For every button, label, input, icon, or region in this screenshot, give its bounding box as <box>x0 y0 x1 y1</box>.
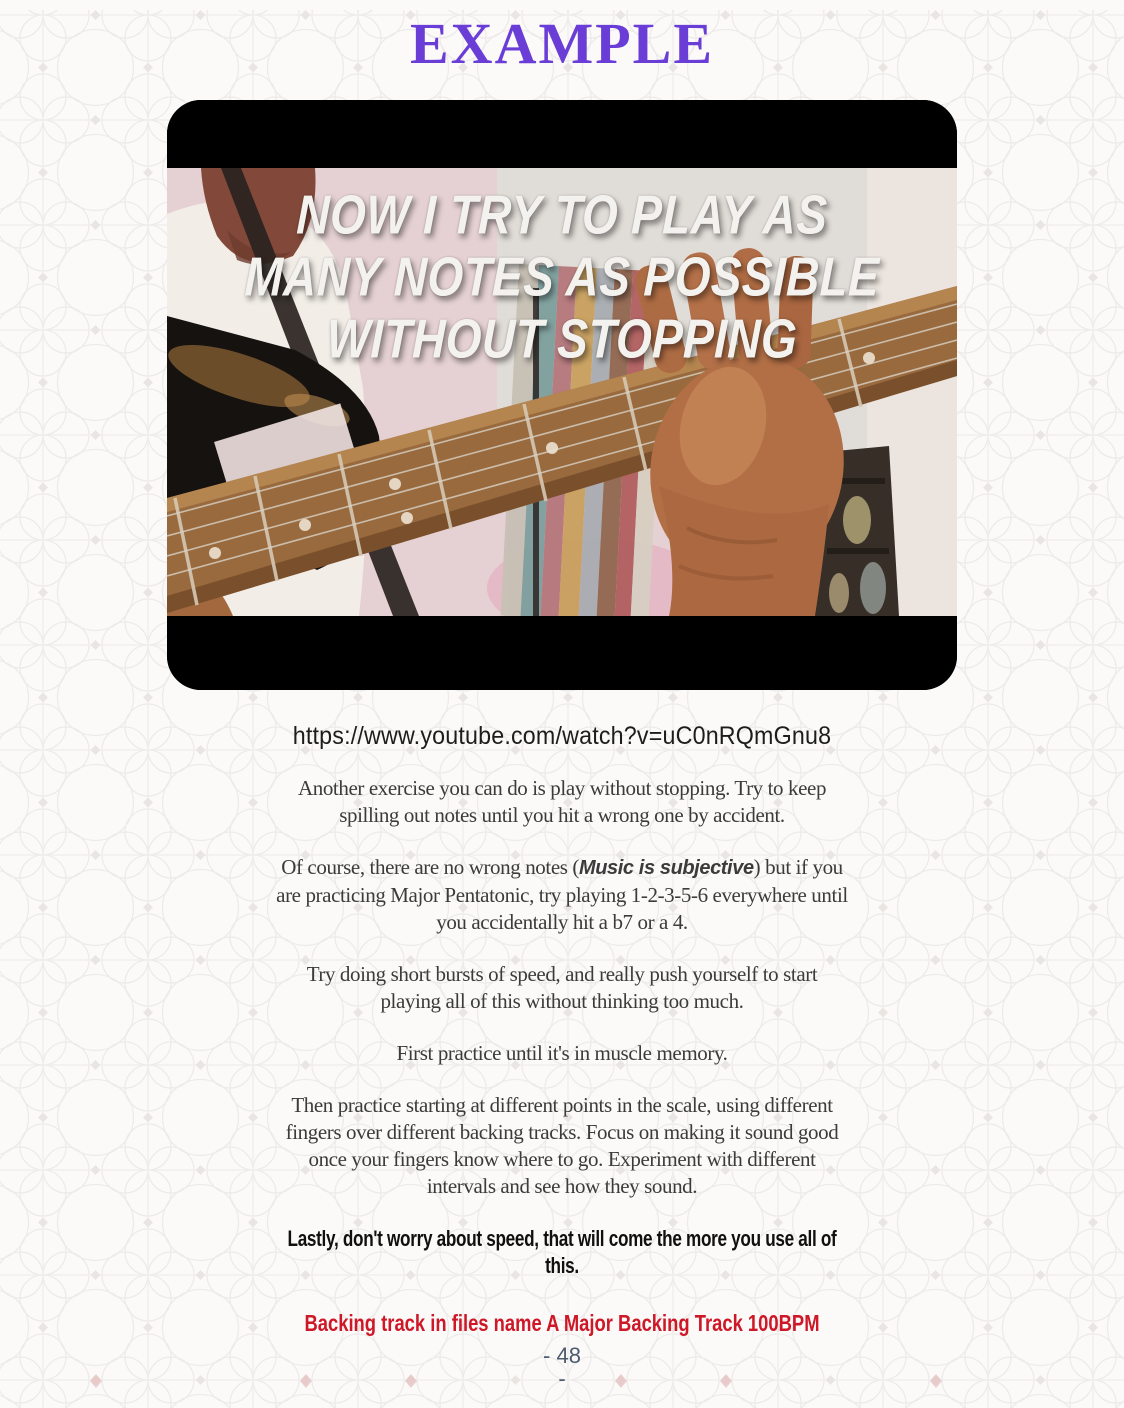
text-line <box>62 854 1062 882</box>
text-line: Try doing short bursts of speed, and really push yourself to start <box>306 962 818 986</box>
text-line: are practicing Major Pentatonic, try playing 1-2-3-5-6 everywhere until <box>276 883 848 907</box>
text-line: Lastly, don't worry about speed, that will come the more you use all of <box>287 1226 837 1251</box>
video-thumbnail[interactable] <box>167 100 957 690</box>
text-line: spilling out notes until you hit a wrong one by accident. <box>339 803 785 827</box>
text-line: playing all of this without thinking too much. <box>380 989 744 1013</box>
text-line: First practice until it's in muscle memory. <box>396 1041 728 1065</box>
text-line: this. <box>545 1253 579 1278</box>
text-line: you accidentally hit a b7 or a 4. <box>436 910 688 934</box>
paragraph-2 <box>62 854 1062 936</box>
paragraph-5 <box>62 1092 1062 1200</box>
video-caption-line: MANY NOTES AS POSSIBLE <box>243 245 881 308</box>
paragraph-4 <box>62 1040 1062 1067</box>
text-line: Then practice starting at different points in the scale, using different <box>291 1093 833 1117</box>
text-segment: ) but if you <box>753 855 843 879</box>
text-line: fingers over different backing tracks. Focus on making it sound good <box>285 1120 839 1144</box>
video-caption-line: WITHOUT STOPPING <box>325 307 799 370</box>
text-segment: Of course, there are no wrong notes ( <box>281 855 579 879</box>
paragraph-1 <box>62 775 1062 829</box>
document-page <box>0 10 1124 1390</box>
body-text <box>62 722 1062 1390</box>
emphasis-text: Music is subjective <box>578 857 754 879</box>
backing-track-note: Backing track in files name A Major Backing Track 100BPM <box>304 1310 820 1336</box>
page-title: EXAMPLE <box>410 11 714 76</box>
text-line: Another exercise you can do is play without stopping. Try to keep <box>297 776 827 800</box>
page-number-continuation: - <box>558 1366 566 1391</box>
video-url-link[interactable]: https://www.youtube.com/watch?v=uC0nRQmGnu8 <box>292 722 832 750</box>
text-line: once your fingers know where to go. Experiment with different <box>308 1147 816 1171</box>
video-caption-line: NOW I TRY TO PLAY AS <box>295 183 829 246</box>
page-number: - 48 <box>543 1343 581 1368</box>
text-line: intervals and see how they sound. <box>426 1174 698 1198</box>
paragraph-6-bold <box>62 1225 1062 1279</box>
video-art <box>167 100 957 690</box>
paragraph-3 <box>62 961 1062 1015</box>
